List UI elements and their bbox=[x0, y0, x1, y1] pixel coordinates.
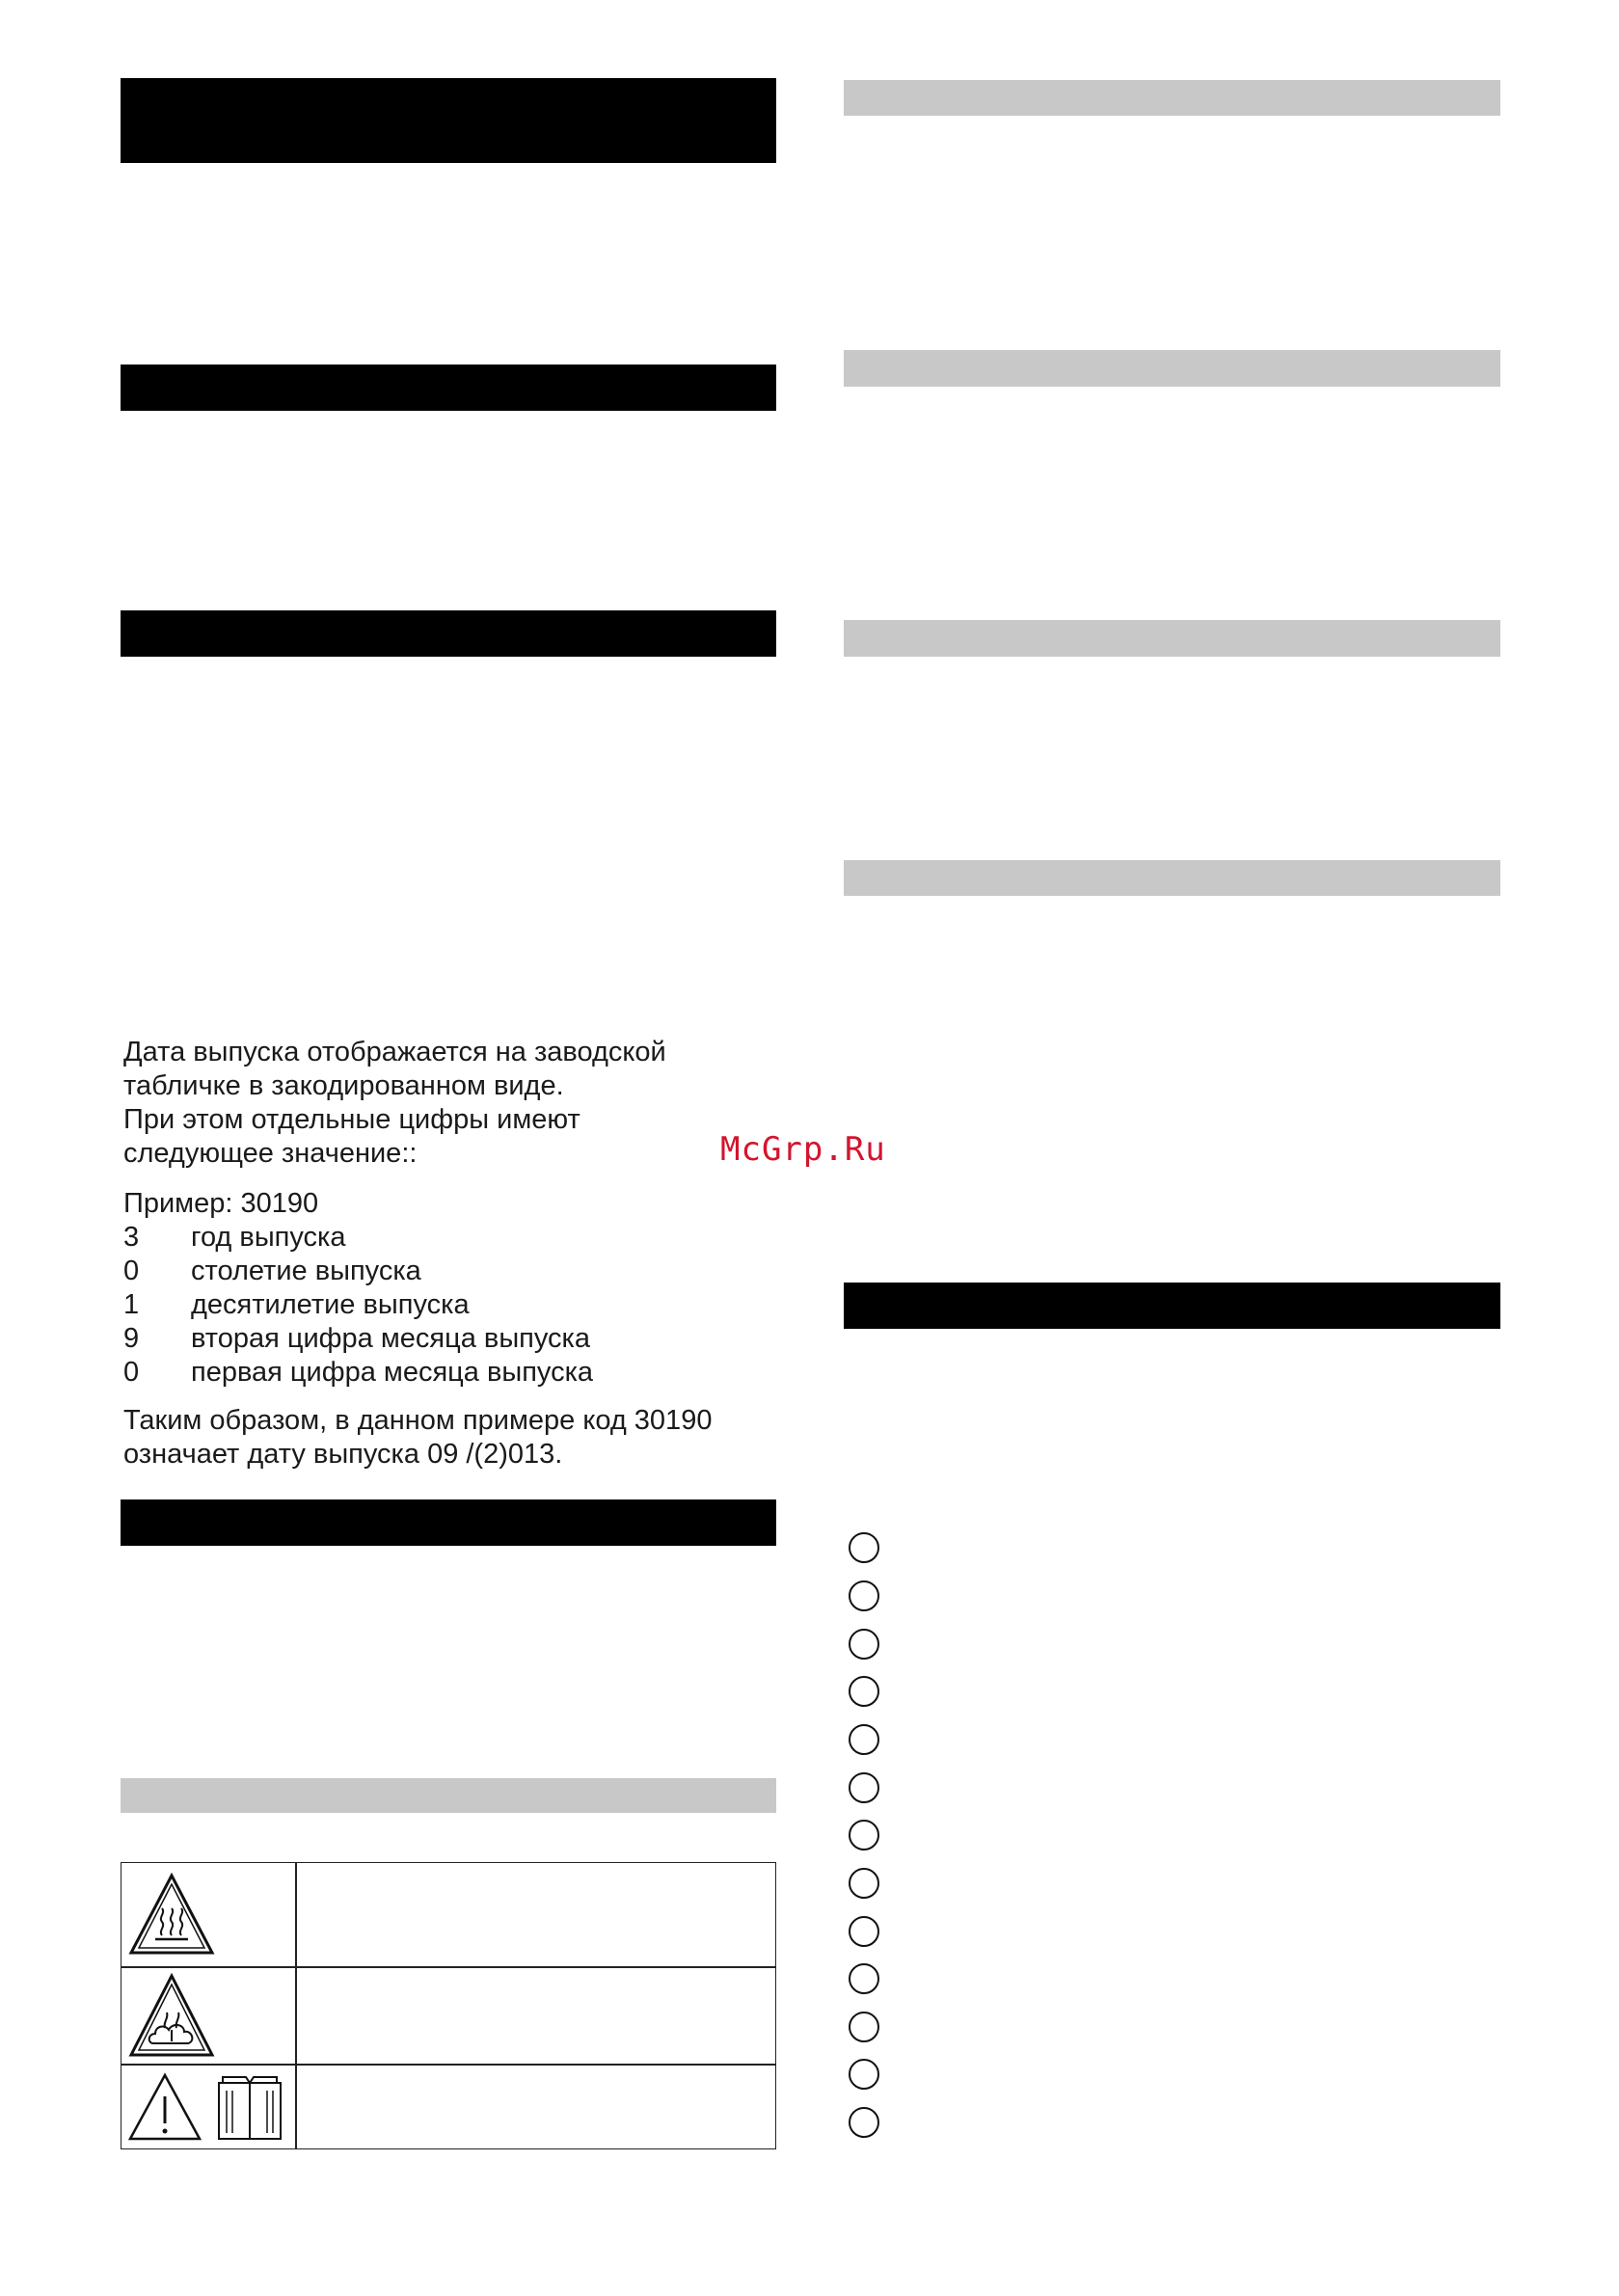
code-digit: 3 bbox=[123, 1222, 140, 1253]
read-manual-warning-icon bbox=[126, 2069, 290, 2147]
item-number-circle bbox=[849, 2059, 879, 2090]
section-header-bar bbox=[121, 78, 776, 163]
conclusion-line: означает дату выпуска 09 /(2)013. bbox=[123, 1439, 563, 1470]
subsection-header-bar bbox=[844, 620, 1500, 657]
code-row bbox=[123, 1322, 798, 1356]
code-meaning: год выпуска bbox=[191, 1222, 346, 1253]
table-divider bbox=[121, 1966, 775, 1968]
symbols-table bbox=[121, 1862, 776, 2149]
code-row bbox=[123, 1255, 798, 1288]
item-number-circle bbox=[849, 1629, 879, 1660]
table-divider bbox=[295, 1863, 297, 2148]
item-number-circle bbox=[849, 1772, 879, 1803]
hot-steam-warning-icon bbox=[126, 1972, 290, 2061]
item-number-circle bbox=[849, 1676, 879, 1707]
watermark-text: McGrp.Ru bbox=[720, 1130, 886, 1169]
code-digit: 1 bbox=[123, 1289, 140, 1320]
code-row bbox=[123, 1288, 798, 1322]
subsection-header-bar bbox=[844, 860, 1500, 896]
intro-line: табличке в закодированном виде. bbox=[123, 1070, 564, 1101]
item-number-circle bbox=[849, 2012, 879, 2042]
subsection-header-bar bbox=[844, 80, 1500, 116]
code-digit: 9 bbox=[123, 1323, 140, 1354]
section-header-bar bbox=[121, 365, 776, 411]
item-number-circle bbox=[849, 1532, 879, 1563]
section-header-bar bbox=[844, 1283, 1500, 1329]
code-meaning: первая цифра месяца выпуска bbox=[191, 1357, 594, 1388]
item-number-circle bbox=[849, 1820, 879, 1850]
intro-line: следующее значение:: bbox=[123, 1138, 418, 1169]
production-date-intro bbox=[123, 1036, 798, 1171]
code-meaning: вторая цифра месяца выпуска bbox=[191, 1323, 591, 1354]
conclusion-line: Таким образом, в данном примере код 30190 bbox=[123, 1405, 713, 1436]
code-row bbox=[123, 1356, 798, 1390]
intro-line: Дата выпуска отображается на заводской bbox=[123, 1037, 666, 1067]
subsection-header-bar bbox=[121, 1778, 776, 1813]
item-number-circle bbox=[849, 1868, 879, 1899]
example-label: Пример: 30190 bbox=[123, 1188, 319, 1219]
code-meaning: десятилетие выпуска bbox=[191, 1289, 470, 1320]
item-number-circle bbox=[849, 1724, 879, 1755]
code-row bbox=[123, 1221, 798, 1255]
item-number-circle bbox=[849, 1916, 879, 1947]
table-divider bbox=[121, 2064, 775, 2066]
section-header-bar bbox=[121, 1499, 776, 1546]
code-meaning: столетие выпуска bbox=[191, 1256, 421, 1286]
code-digit: 0 bbox=[123, 1357, 140, 1388]
intro-line: При этом отдельные цифры имеют bbox=[123, 1104, 580, 1135]
production-date-conclusion bbox=[123, 1404, 798, 1472]
code-digit: 0 bbox=[123, 1256, 140, 1286]
item-number-circle bbox=[849, 1580, 879, 1611]
item-number-circle bbox=[849, 2107, 879, 2138]
item-number-circle bbox=[849, 1963, 879, 1994]
section-header-bar bbox=[121, 610, 776, 657]
subsection-header-bar bbox=[844, 350, 1500, 387]
hot-surface-warning-icon bbox=[126, 1871, 290, 1959]
